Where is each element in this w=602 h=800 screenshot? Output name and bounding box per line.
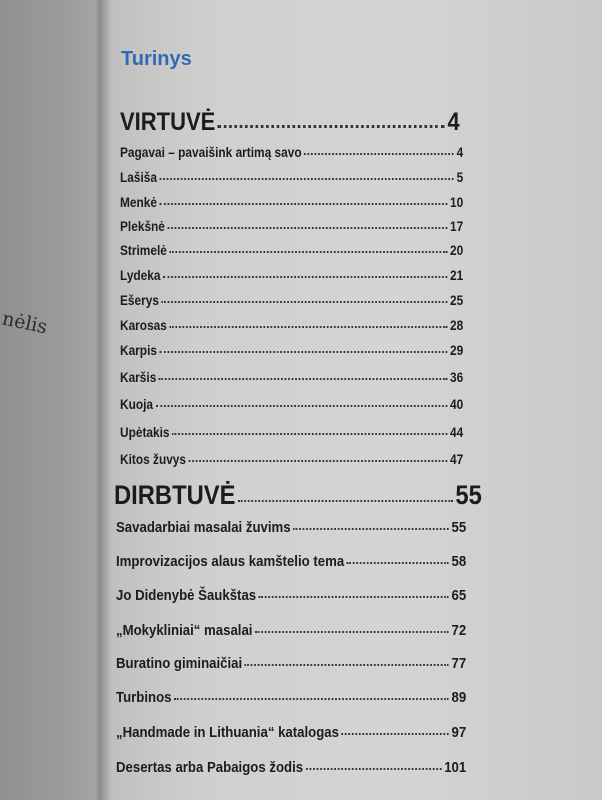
- page-number: 17: [449, 219, 464, 234]
- entry-label: Lašiša: [120, 170, 157, 185]
- toc-entry[interactable]: [120, 293, 463, 308]
- toc-entry[interactable]: [116, 724, 466, 741]
- dot-leader: [255, 631, 449, 633]
- page-number: 44: [449, 425, 464, 440]
- toc-entry[interactable]: [116, 622, 466, 639]
- toc-entry[interactable]: [116, 553, 466, 570]
- entry-label: Savadarbiai masalai žuvims: [116, 519, 291, 536]
- toc-entry[interactable]: [116, 519, 466, 536]
- entry-label: Desertas arba Pabaigos žodis: [116, 759, 304, 776]
- entry-label: Karpis: [120, 343, 157, 358]
- entry-label: Jo Didenybė Šaukštas: [116, 587, 257, 604]
- entry-label: Menkė: [120, 195, 157, 210]
- dot-leader: [293, 528, 449, 530]
- dot-leader: [156, 405, 448, 407]
- entry-label: Karšis: [120, 370, 157, 385]
- page-number: 47: [449, 452, 464, 467]
- toc-entry[interactable]: [120, 145, 463, 160]
- toc-entry[interactable]: [120, 343, 463, 358]
- entry-label: Buratino giminaičiai: [116, 655, 243, 672]
- entry-label: Lydeka: [120, 268, 161, 283]
- toc-entry[interactable]: [116, 759, 466, 776]
- page-number: 72: [451, 622, 467, 639]
- entry-label: Strimelė: [120, 243, 167, 258]
- toc-entry[interactable]: [120, 397, 463, 412]
- page-number: 77: [451, 655, 467, 672]
- toc-entry[interactable]: [120, 195, 463, 210]
- toc-section[interactable]: [114, 480, 482, 511]
- page-number: 21: [449, 268, 464, 283]
- page-number: 28: [449, 318, 464, 333]
- dot-leader: [245, 664, 449, 666]
- page-number: 29: [449, 343, 464, 358]
- toc-entry[interactable]: [116, 587, 466, 604]
- dot-leader: [160, 351, 448, 353]
- toc-entry[interactable]: [120, 243, 463, 258]
- dot-leader: [189, 460, 448, 462]
- dot-leader: [172, 433, 447, 435]
- dot-leader: [168, 227, 448, 229]
- entry-label: Pagavai – pavaišink artimą savo: [120, 145, 302, 160]
- entry-label: „Handmade in Lithuania“ katalogas: [116, 724, 339, 741]
- page-number: 10: [449, 195, 464, 210]
- dot-leader: [170, 251, 448, 253]
- page-number: 89: [451, 689, 467, 706]
- dot-leader: [159, 378, 447, 380]
- toc-entry[interactable]: [120, 452, 463, 467]
- dot-leader: [170, 326, 448, 328]
- dot-leader: [306, 768, 442, 770]
- page-number: 65: [451, 587, 467, 604]
- page-number: 4: [456, 145, 464, 160]
- dot-leader: [174, 698, 449, 700]
- entry-label: Improvizacijos alaus kamštelio tema: [116, 553, 345, 570]
- page-number: 40: [449, 397, 464, 412]
- dot-leader: [238, 500, 453, 502]
- dot-leader: [162, 301, 448, 303]
- toc-entry[interactable]: [116, 655, 466, 672]
- entry-label: „Mokykliniai“ masalai: [116, 622, 253, 639]
- page-number: 55: [451, 519, 467, 536]
- page-number: 4: [447, 108, 460, 136]
- dot-leader: [218, 125, 445, 128]
- entry-label: Plekšnė: [120, 219, 165, 234]
- entry-label: Kuoja: [120, 397, 154, 412]
- page-number: 58: [451, 553, 467, 570]
- page-number: 97: [451, 724, 467, 741]
- page-number: 101: [444, 759, 467, 776]
- toc-entry[interactable]: [120, 219, 463, 234]
- entry-label: Turbinos: [116, 689, 172, 706]
- toc-title: Turinys: [121, 48, 192, 70]
- entry-label: Upėtakis: [120, 425, 170, 440]
- toc-entry[interactable]: [120, 370, 463, 385]
- dot-leader: [160, 178, 454, 180]
- page-number: 55: [455, 480, 482, 510]
- dot-leader: [259, 596, 449, 598]
- toc-entry[interactable]: [120, 318, 463, 333]
- toc-entry[interactable]: [120, 425, 463, 440]
- dot-leader: [347, 562, 449, 564]
- page-number: 25: [449, 293, 464, 308]
- entry-label: DIRBTUVĖ: [114, 480, 236, 510]
- toc-entry[interactable]: [120, 170, 463, 185]
- entry-label: Karosas: [120, 318, 167, 333]
- entry-label: Ešerys: [120, 293, 159, 308]
- dot-leader: [342, 733, 449, 735]
- dot-leader: [163, 276, 447, 278]
- dot-leader: [304, 153, 454, 155]
- toc-entry[interactable]: [116, 689, 466, 706]
- page-number: 36: [449, 370, 464, 385]
- page-number: 5: [456, 170, 464, 185]
- entry-label: VIRTUVĖ: [120, 108, 216, 136]
- toc-entry[interactable]: [120, 268, 463, 283]
- entry-label: Kitos žuvys: [120, 452, 187, 467]
- page-number: 20: [449, 243, 464, 258]
- toc-section[interactable]: [120, 108, 460, 137]
- dot-leader: [160, 203, 448, 205]
- left-page-fragment: nėlis: [0, 307, 50, 339]
